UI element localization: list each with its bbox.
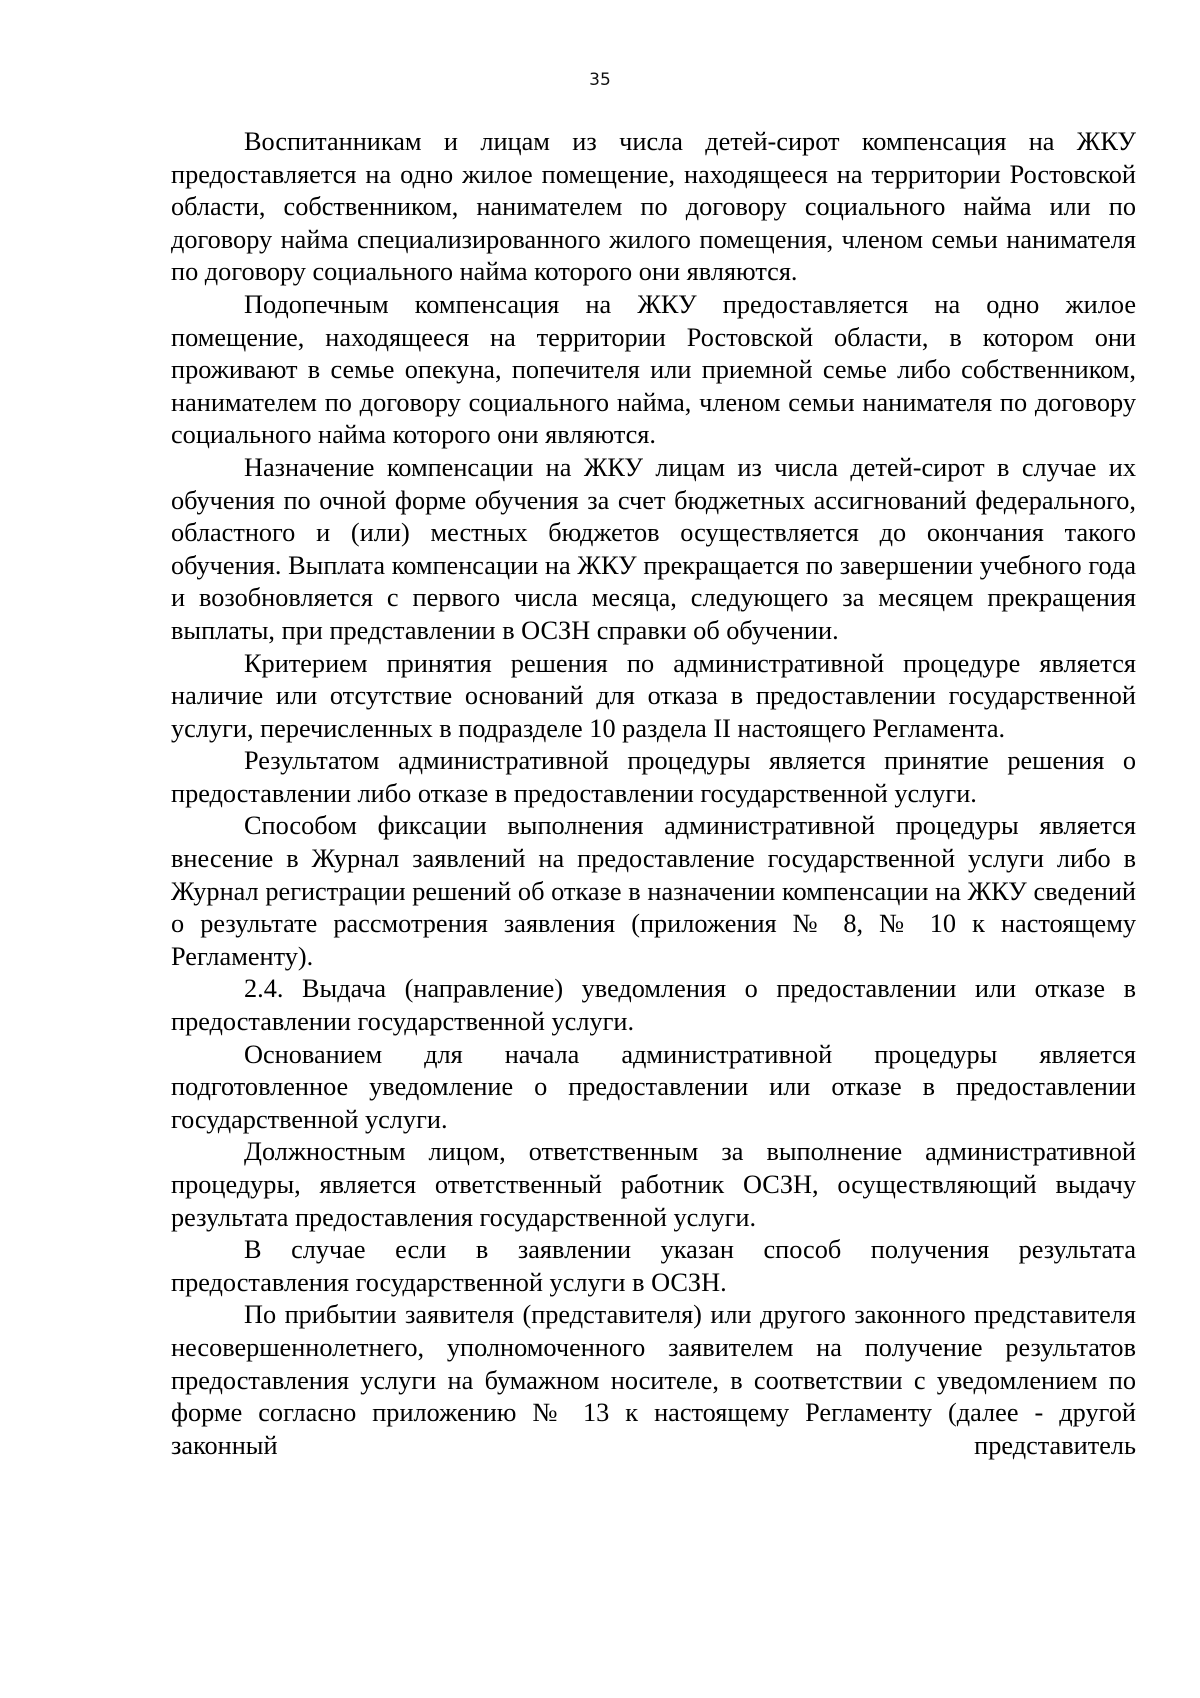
paragraph-procedure-result: Результатом административной процедуры является принятие решения о предоставлении либо отказе в предоставлении государственной услуги. — [171, 746, 1136, 808]
paragraph-receipt-in-oszn: В случае если в заявлении указан способ получения результата предоставления государственной услуги в ОСЗН. — [171, 1235, 1136, 1297]
paragraph-orphans-compensation: Воспитанникам и лицам из числа детей-сирот компенсация на ЖКУ предоставляется на одно жилое помещение, находящееся на территории Ростовской области, собственником, нанимателем по договору социального найма или по договору найма специализированного жилого помещения, членом семьи нанимателя по договору социального найма которого они являются. — [171, 127, 1136, 287]
document-body — [171, 126, 1136, 1462]
paragraph-arrival-of-applicant: По прибытии заявителя (представителя) или другого законного представителя несовершеннолетнего, уполномоченного заявителем на получение результатов предоставления услуги на бумажном носителе, в соответствии с уведомлением по форме согласно приложению № 13 к настоящему Регламенту (далее - другой законный представитель — [171, 1300, 1136, 1460]
paragraph-section-2-4-heading: 2.4. Выдача (направление) уведомления о предоставлении или отказе в предоставлении государственной услуги. — [171, 974, 1136, 1037]
paragraph-education-compensation: Назначение компенсации на ЖКУ лицам из числа детей-сирот в случае их обучения по очной форме обучения за счет бюджетных ассигнований федерального, областного и (или) местных бюджетов осуществляется до окончания такого обучения. Выплата компенсации на ЖКУ прекращается по завершении учебного года и возобновляется с первого числа месяца, следующего за месяцем прекращения выплаты, при представлении в ОСЗН справки об обучении. — [171, 452, 1136, 645]
paragraph-fixation-method: Способом фиксации выполнения административной процедуры является внесение в Журнал заявлений на предоставление государственной услуги либо в Журнал регистрации решений об отказе в назначении компенсации на ЖКУ сведений о результате рассмотрения заявления (приложения № 8, № 10 к настоящему Регламенту). — [171, 811, 1136, 971]
paragraph-procedure-basis: Основанием для начала административной процедуры является подготовленное уведомление о предоставлении или отказе в предоставлении государственной услуги. — [171, 1039, 1136, 1134]
paragraph-decision-criterion: Критерием принятия решения по административной процедуре является наличие или отсутствие оснований для отказа в предоставлении государственной услуги, перечисленных в подразделе 10 раздела II настоящего Регламента. — [171, 648, 1136, 743]
paragraph-responsible-official: Должностным лицом, ответственным за выполнение административной процедуры, является ответственный работник ОСЗН, осуществляющий выдачу результата предоставления государственной услуги. — [171, 1137, 1136, 1232]
page-number: 35 — [589, 70, 611, 90]
paragraph-wards-compensation: Подопечным компенсация на ЖКУ предоставляется на одно жилое помещение, находящееся на территории Ростовской области, в котором они проживают в семье опекуна, попечителя или приемной семье либо собственником, нанимателем по договору социального найма, членом семьи нанимателя по договору социального найма которого они являются. — [171, 289, 1136, 450]
